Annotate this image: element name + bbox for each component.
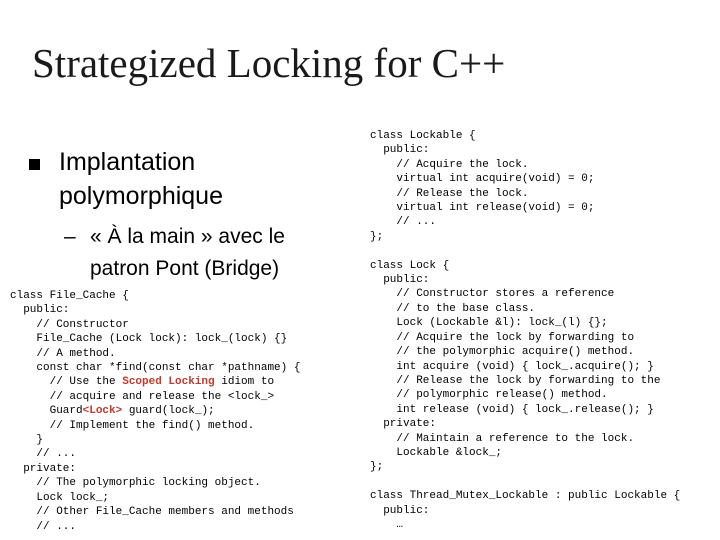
code-line: // Use the: [10, 376, 123, 389]
code-line: int acquire (void) { lock_.acquire(); }: [370, 360, 654, 373]
code-line: class File_Cache {: [10, 290, 129, 302]
sub-bullet-dash: –: [64, 225, 76, 248]
code-line: // ...: [10, 520, 77, 533]
code-line: class Thread_Mutex_Lockable : public Lockable {: [370, 490, 681, 503]
code-line: idiom to: [214, 376, 275, 389]
code-line: // Implement the find() method.: [10, 419, 255, 432]
bullet-line: Implantation: [59, 148, 196, 176]
code-line: // Other File_Cache members and methods: [10, 506, 294, 519]
highlight-lock-template: <Lock>: [82, 405, 123, 418]
code-line: // polymorphic release() method.: [370, 389, 608, 402]
code-line: public:: [370, 144, 430, 157]
code-line: // Constructor stores a reference: [370, 288, 615, 301]
code-line: // Acquire the lock by forwarding to: [370, 331, 635, 344]
code-line: class Lockable {: [370, 130, 476, 142]
code-line: …: [370, 518, 404, 531]
bullet-text: [59, 145, 223, 213]
code-line: const char *find(const char *pathname) {: [10, 362, 301, 375]
lockable-code-block: [370, 129, 680, 532]
code-line: // Release the lock.: [370, 187, 529, 200]
sub-bullet-line: « À la main » avec le: [90, 225, 285, 248]
square-bullet-icon: [29, 159, 40, 170]
code-line: // Release the lock by forwarding to the: [370, 374, 661, 387]
code-line: };: [370, 230, 384, 243]
code-line: // Maintain a reference to the lock.: [370, 432, 635, 445]
code-line: // ...: [10, 448, 77, 461]
code-line: File_Cache (Lock lock): lock_(lock) {}: [10, 333, 288, 346]
code-line: // ...: [370, 216, 437, 229]
code-line: Lock (Lockable &l): lock_(l) {};: [370, 317, 608, 330]
code-line: public:: [10, 304, 70, 317]
code-line: // to the base class.: [370, 302, 536, 315]
code-line: private:: [370, 418, 437, 431]
code-line: };: [370, 461, 384, 474]
code-line: public:: [370, 504, 430, 517]
code-line: // Constructor: [10, 318, 129, 331]
code-line: }: [10, 434, 44, 447]
file-cache-code-block: [10, 289, 300, 534]
code-line: virtual int acquire(void) = 0;: [370, 173, 595, 186]
code-line: // Acquire the lock.: [370, 158, 529, 171]
code-line: Lock lock_;: [10, 491, 110, 504]
code-line: public:: [370, 274, 430, 287]
sub-bullet-text: [90, 221, 285, 285]
code-line: guard(lock_);: [122, 405, 215, 418]
code-line: // A method.: [10, 347, 116, 360]
highlight-scoped-locking: Scoped Locking: [122, 376, 215, 389]
code-line: // the polymorphic acquire() method.: [370, 346, 635, 359]
code-line: // The polymorphic locking object.: [10, 477, 261, 490]
bullet-line: polymorphique: [59, 182, 223, 210]
code-line: class Lock {: [370, 259, 450, 272]
code-line: // acquire and release the <lock_>: [10, 390, 275, 403]
code-line: Guard: [10, 405, 83, 418]
code-line: int release (void) { lock_.release(); }: [370, 403, 654, 416]
code-line: virtual int release(void) = 0;: [370, 202, 595, 215]
code-line: Lockable &lock_;: [370, 446, 503, 459]
code-line: private:: [10, 462, 77, 475]
sub-bullet-line: patron Pont (Bridge): [90, 257, 280, 280]
slide-title: Strategized Locking for C++: [32, 40, 506, 86]
